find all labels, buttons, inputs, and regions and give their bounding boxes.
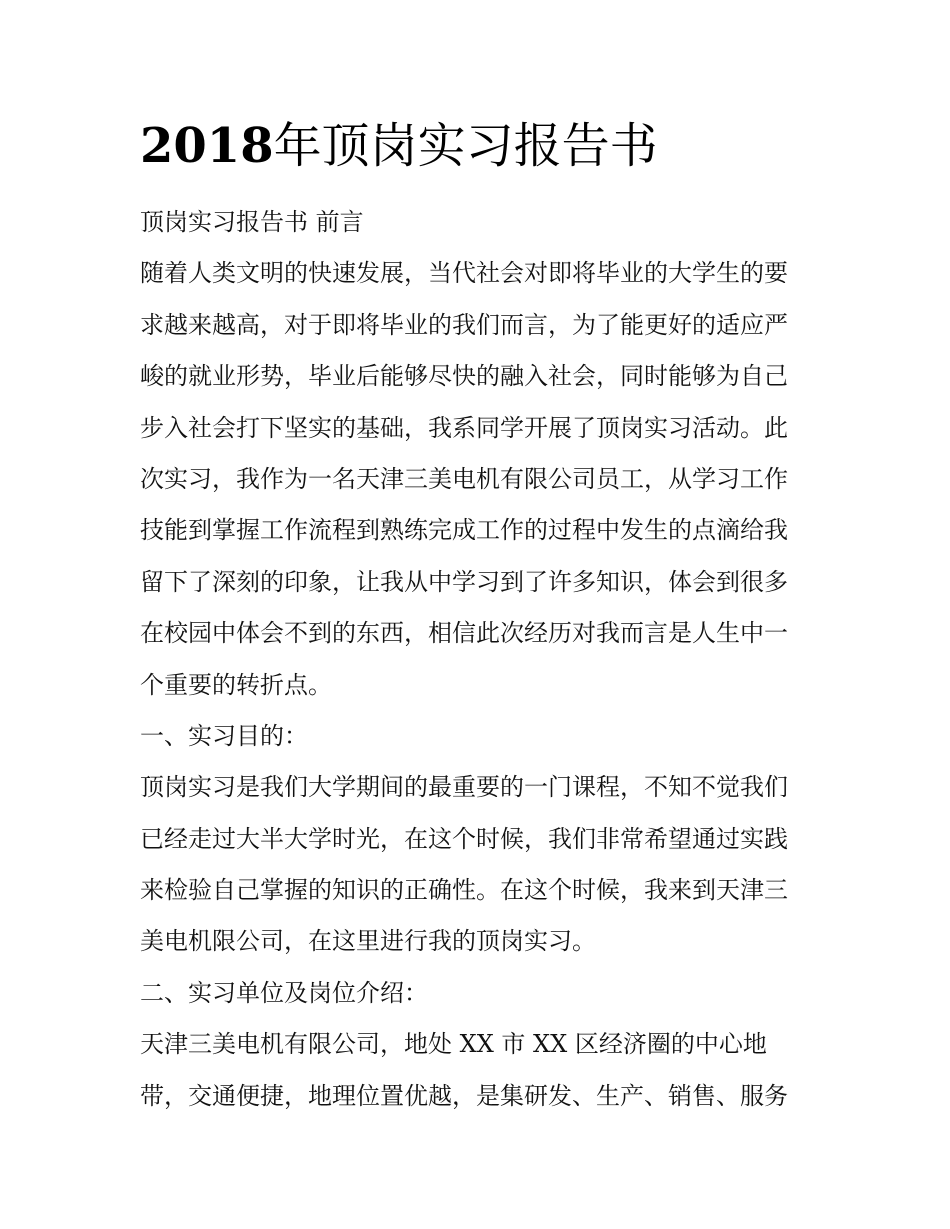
- body-line: 个重要的转折点。: [140, 670, 332, 699]
- body-line: 求越来越高，对于即将毕业的我们而言，为了能更好的适应严: [140, 310, 788, 339]
- section-heading-purpose: 一、实习目的：: [140, 721, 308, 750]
- body-line: 步入社会打下坚实的基础，我系同学开展了顶岗实习活动。此: [140, 413, 788, 442]
- body-line: 带，交通便捷，地理位置优越，是集研发、生产、销售、服务: [140, 1081, 788, 1110]
- document-title: [140, 112, 658, 180]
- body-line: 顶岗实习是我们大学期间的最重要的一门课程，不知不觉我们: [140, 773, 788, 802]
- body-line: 已经走过大半大学时光，在这个时候，我们非常希望通过实践: [140, 824, 788, 853]
- body-line: 来检验自己掌握的知识的正确性。在这个时候，我来到天津三: [140, 876, 788, 905]
- title-year: 2018: [140, 118, 274, 174]
- body-line: 美电机限公司，在这里进行我的顶岗实习。: [140, 927, 596, 956]
- body-line: 技能到掌握工作流程到熟练完成工作的过程中发生的点滴给我: [140, 516, 788, 545]
- preface-heading: 顶岗实习报告书 前言: [140, 208, 364, 236]
- body-line: 次实习，我作为一名天津三美电机有限公司员工，从学习工作: [140, 464, 788, 493]
- body-line: 天津三美电机有限公司，地处 XX 市 XX 区经济圈的中心地: [140, 1030, 767, 1059]
- body-line: 随着人类文明的快速发展，当代社会对即将毕业的大学生的要: [140, 259, 788, 288]
- body-line: 留下了深刻的印象，让我从中学习到了许多知识，体会到很多: [140, 567, 788, 596]
- body-line: 在校园中体会不到的东西，相信此次经历对我而言是人生中一: [140, 619, 788, 648]
- title-text: 年顶岗实习报告书: [273, 118, 658, 174]
- document-body: [140, 197, 812, 1122]
- section-heading-unit: 二、实习单位及岗位介绍：: [140, 978, 428, 1007]
- body-line: 峻的就业形势，毕业后能够尽快的融入社会，同时能够为自己: [140, 362, 788, 391]
